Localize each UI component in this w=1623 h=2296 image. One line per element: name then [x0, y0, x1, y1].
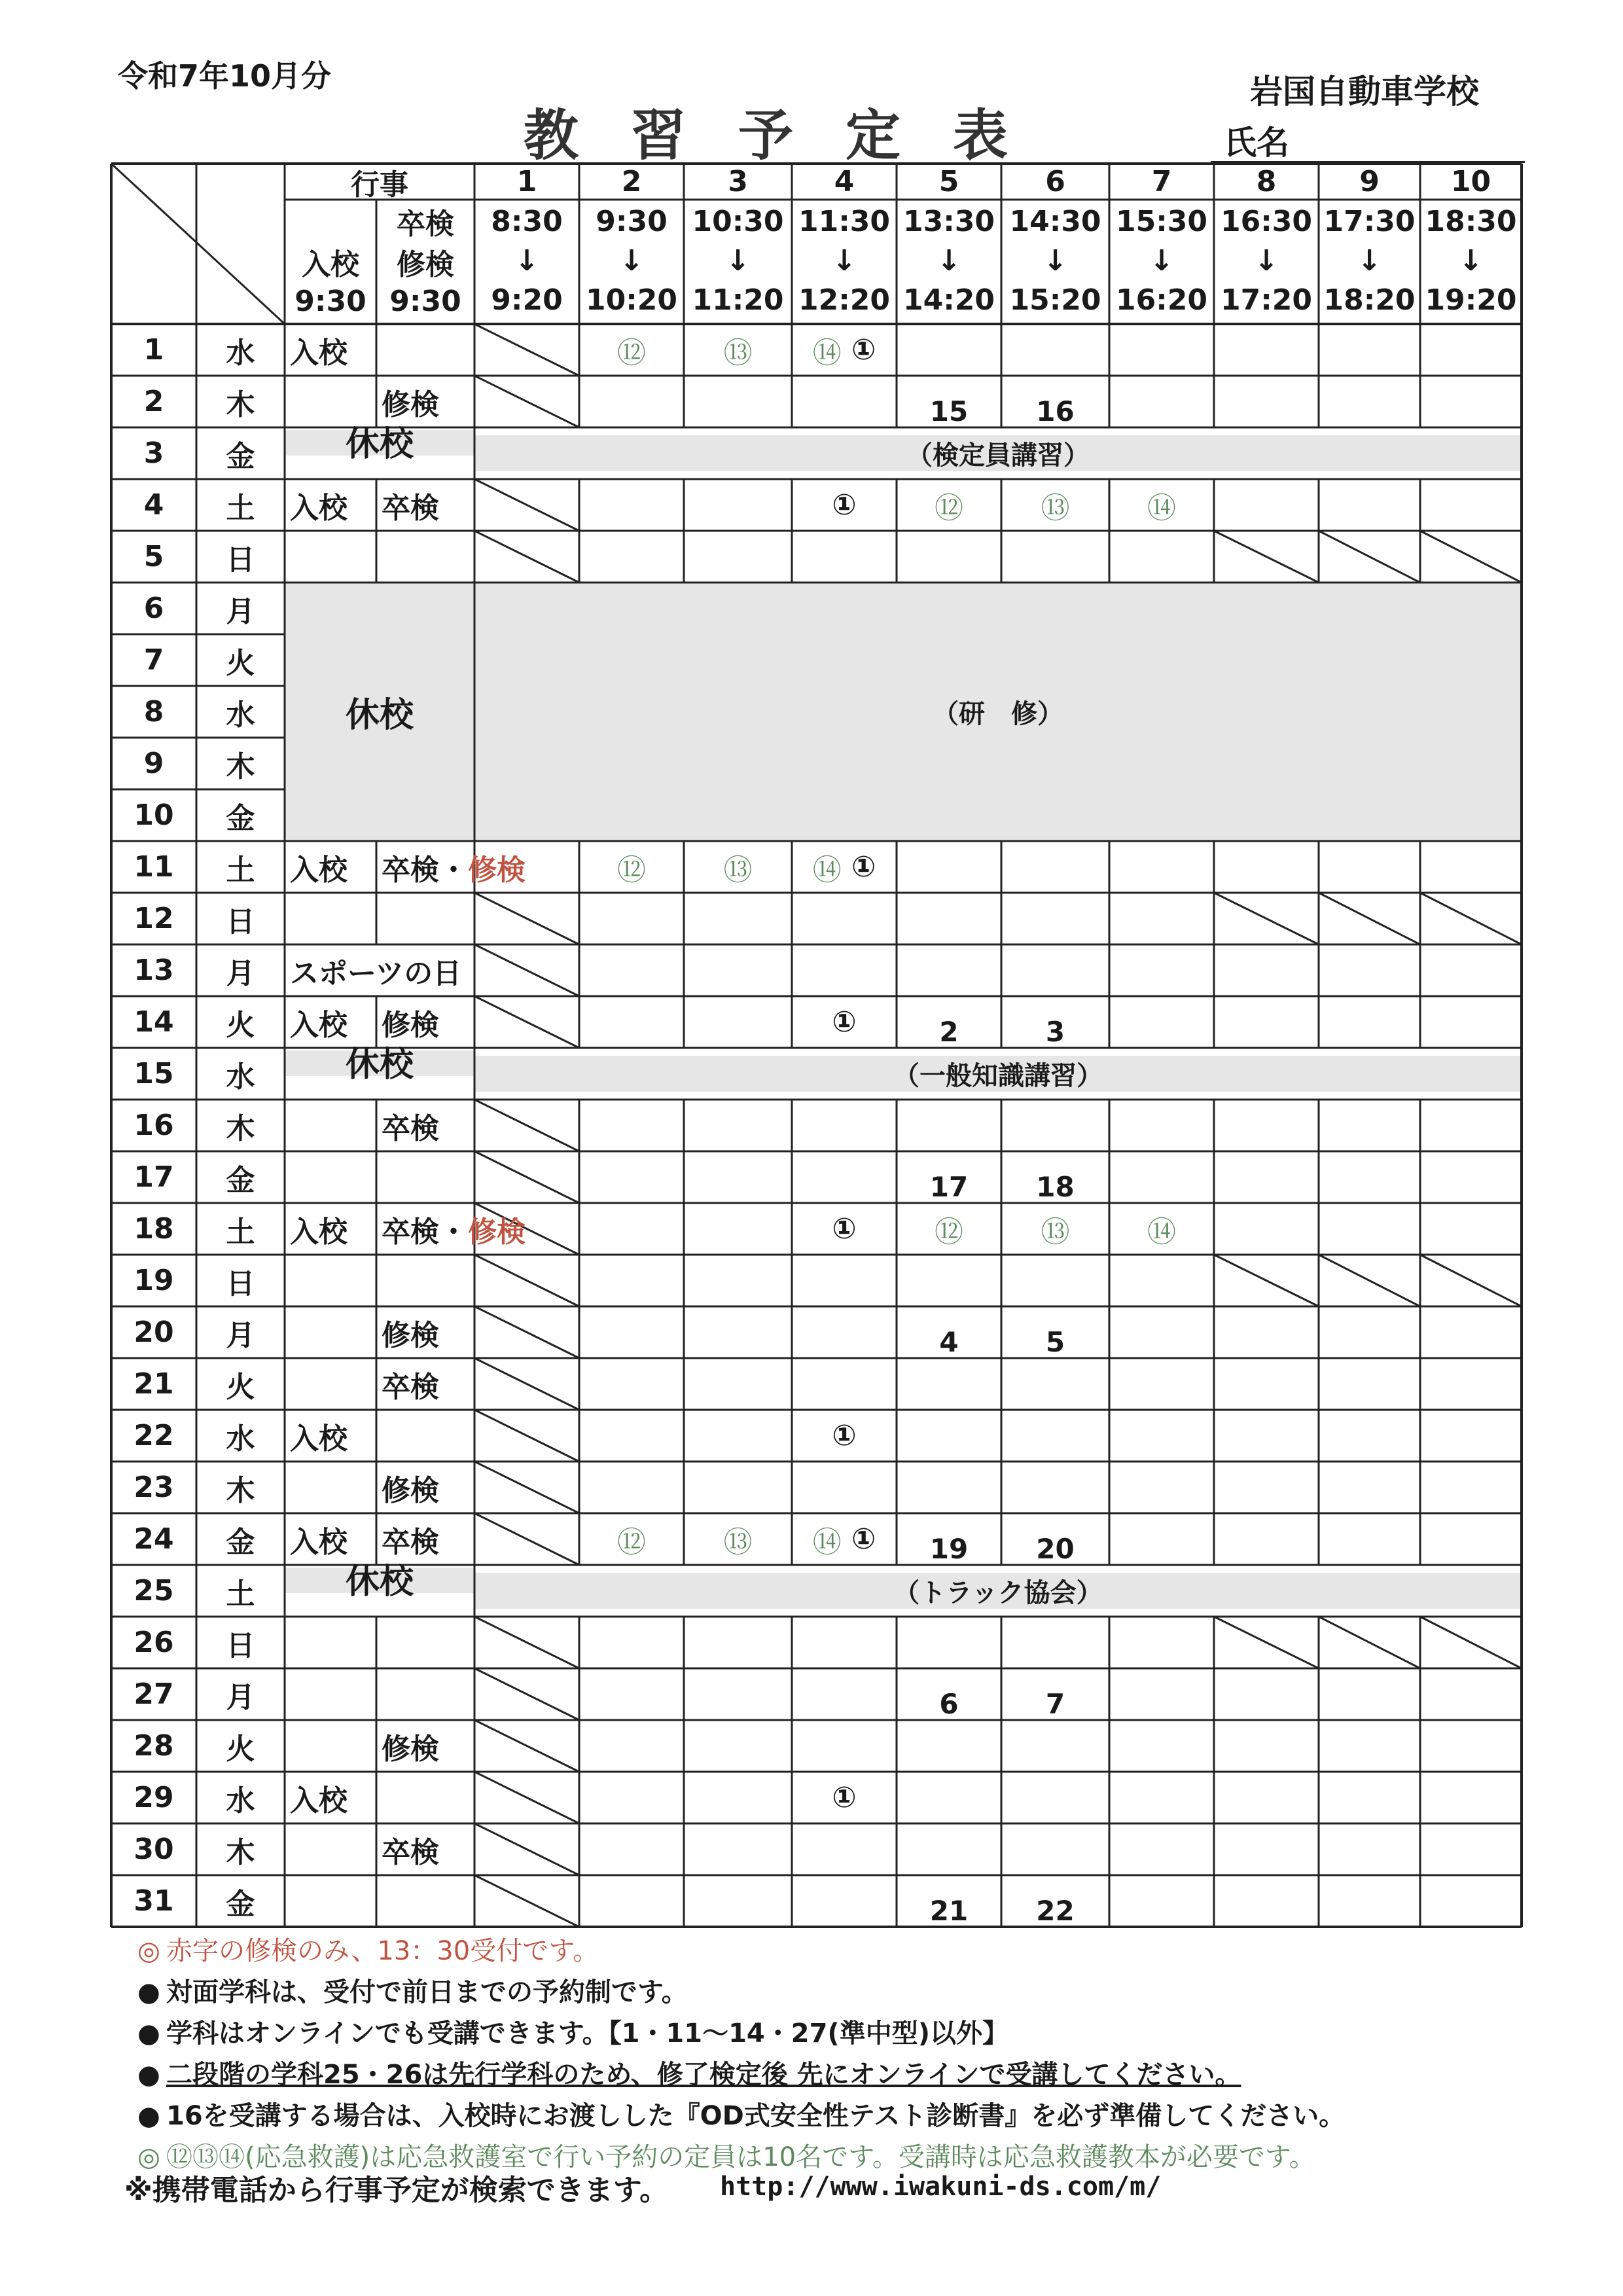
note-text: 16を受講する場合は、入校時にお渡しした『OD式安全性テスト診断書』を必ず準備してください。: [166, 2101, 1346, 2131]
admission-event: 入校: [290, 336, 348, 370]
lesson-mark: [792, 324, 897, 376]
arrow-down-icon: ↓: [832, 243, 857, 278]
lesson-mark: ①: [832, 1212, 857, 1246]
lesson-mark: 17: [929, 1171, 969, 1203]
exam-time: 9:30: [389, 284, 461, 318]
exam-event: 卒検・ 修検: [376, 1203, 480, 1255]
lesson-mark: [792, 1513, 897, 1565]
band-label: （検定員講習）: [906, 440, 1090, 471]
arrow-down-icon: ↓: [514, 243, 539, 278]
completion-exam-red: 修検: [468, 1215, 526, 1249]
slash-mark: [1319, 1617, 1420, 1668]
note-item: [137, 2096, 1345, 2137]
slash-mark: [474, 1306, 579, 1358]
slash-mark: [474, 324, 579, 376]
day-number: 22: [134, 1419, 174, 1452]
lesson-mark: ⑬: [723, 336, 753, 370]
lesson-mark: 15: [929, 395, 969, 427]
training-closed-label: 休校: [345, 696, 414, 735]
weekday: 金: [226, 1525, 255, 1559]
exam-event: 卒検: [382, 1835, 439, 1869]
arrow-down-icon: ↓: [619, 243, 644, 278]
admission-event: 入校: [290, 1525, 348, 1559]
slash-mark: [474, 1462, 579, 1513]
day-number: 24: [134, 1522, 174, 1556]
weekday: 水: [226, 698, 255, 732]
lesson-one: ①: [841, 850, 876, 884]
slash-mark: [474, 376, 579, 427]
day-number: 16: [134, 1109, 174, 1142]
lesson-mark: ⑭: [1147, 491, 1176, 525]
day-number: 12: [134, 902, 174, 935]
school-name: 岩国自動車学校: [1250, 73, 1479, 111]
period-end: 12:20: [798, 283, 891, 317]
lesson-mark: 7: [1045, 1688, 1065, 1720]
weekday: 木: [226, 1473, 255, 1507]
period-start: 10:30: [692, 204, 784, 238]
arrow-down-icon: ↓: [1043, 243, 1067, 278]
lesson-mark: 3: [1045, 1016, 1065, 1048]
lesson-mark: 20: [1036, 1533, 1075, 1565]
weekday: 火: [226, 1732, 255, 1766]
lesson-one: ①: [841, 333, 876, 367]
period-number: 10: [1450, 165, 1491, 198]
day-number: 20: [134, 1316, 174, 1349]
exam-event: 卒検: [382, 1370, 439, 1404]
day-number: 29: [134, 1781, 174, 1814]
lesson-mark: 22: [1036, 1895, 1075, 1927]
day-number: 13: [134, 954, 174, 987]
admission-header: 入校: [302, 248, 359, 281]
name-label: 氏名: [1224, 124, 1289, 162]
lesson-mark: 19: [929, 1533, 969, 1565]
exam-event: 修検: [382, 1473, 439, 1507]
weekday: 月: [226, 594, 255, 628]
lesson-mark: ⑫: [617, 336, 646, 370]
weekday: 木: [226, 1111, 255, 1145]
day-number: 30: [134, 1833, 174, 1866]
day-number: 18: [134, 1212, 174, 1246]
lesson-mark: ⑬: [1041, 1215, 1070, 1249]
note-text: 赤字の修検のみ、13：30受付です。: [166, 1936, 599, 1966]
weekday: 土: [226, 491, 255, 525]
slash-mark: [1319, 1255, 1420, 1306]
slash-mark: [474, 1720, 579, 1772]
day-number: 25: [134, 1574, 174, 1607]
arrow-down-icon: ↓: [726, 243, 750, 278]
first-aid-lesson: ⑭: [812, 336, 842, 370]
period-number: 3: [728, 165, 748, 198]
day-number: 9: [143, 747, 164, 780]
weekday: 日: [226, 1628, 255, 1662]
admission-event: 入校: [290, 1784, 348, 1818]
slash-mark: [474, 479, 579, 531]
event-header-label: 行事: [351, 168, 408, 202]
period-start: 17:30: [1323, 204, 1416, 238]
closed-label: 休校: [345, 1562, 414, 1602]
slash-mark: [474, 1513, 579, 1565]
day-number: 21: [134, 1367, 174, 1401]
period-end: 9:20: [491, 283, 563, 317]
period-number: 5: [938, 165, 959, 198]
admission-event: 入校: [290, 491, 348, 525]
weekday: 日: [226, 543, 255, 577]
lesson-mark: [792, 841, 897, 893]
slash-mark: [1420, 1617, 1522, 1668]
notes-list: [137, 1931, 1345, 2178]
day-number: 3: [143, 437, 164, 470]
bullet-icon: ◎: [137, 2142, 160, 2172]
slash-mark: [1319, 531, 1420, 583]
day-number: 4: [143, 488, 164, 522]
lesson-mark: ⑫: [617, 853, 646, 887]
weekday: 木: [226, 749, 255, 783]
period-start: 8:30: [491, 204, 563, 238]
weekday: 月: [226, 956, 255, 990]
period-start: 9:30: [596, 204, 668, 238]
weekday: 水: [226, 1784, 255, 1818]
lesson-mark: ⑫: [935, 1215, 963, 1249]
admission-event: 入校: [290, 1422, 348, 1456]
period-start: 14:30: [1009, 204, 1101, 238]
slash-mark: [474, 1617, 579, 1668]
slash-mark: [474, 1151, 579, 1203]
bullet-icon: ●: [137, 2101, 160, 2131]
day-number: 23: [134, 1471, 174, 1504]
period-number: 2: [621, 165, 642, 198]
day-number: 7: [143, 643, 164, 677]
weekday: 金: [226, 439, 255, 473]
note-text: 学科はオンラインでも受講できます。【1・11～14・27(準中型)以外】: [166, 2018, 1008, 2049]
lesson-mark: 21: [929, 1895, 969, 1927]
weekday: 木: [226, 387, 255, 422]
weekday: 火: [226, 1370, 255, 1404]
band-label: （トラック協会）: [893, 1578, 1103, 1608]
exam-event: 卒検: [382, 1111, 439, 1145]
slash-mark: [474, 1358, 579, 1410]
lesson-mark: ⑫: [617, 1525, 646, 1559]
arrow-down-icon: ↓: [1459, 243, 1483, 278]
lesson-mark: 5: [1045, 1326, 1065, 1358]
slash-mark: [1420, 531, 1522, 583]
lesson-mark: 4: [939, 1326, 959, 1358]
bullet-icon: ●: [137, 2018, 160, 2049]
lesson-mark: 6: [939, 1688, 959, 1720]
note-text: ⑫⑬⑭(応急救護)は応急救護室で行い予約の定員は10名です。受講時は応急救護教本が必要です。: [166, 2142, 1315, 2172]
mobile-note: ※携帯電話から行事予定が検索できます。: [124, 2174, 669, 2207]
exam-event: 修検: [382, 1732, 439, 1766]
slash-mark: [474, 944, 579, 996]
training-label: （研 修）: [933, 699, 1063, 729]
weekday: 月: [226, 1318, 255, 1352]
page-title: 教習予定表: [524, 103, 1061, 168]
note-item: [137, 2054, 1345, 2096]
admission-event: 入校: [290, 1215, 348, 1249]
weekday: 水: [226, 1422, 255, 1456]
exam-event: 修検: [382, 1318, 439, 1352]
slash-mark: [474, 1823, 579, 1875]
weekday: 火: [226, 1008, 255, 1042]
arrow-down-icon: ↓: [1357, 243, 1382, 278]
completion-exam-red: 修検: [468, 853, 526, 887]
era-month: 令和7年10月分: [118, 58, 332, 94]
closed-label: 休校: [345, 425, 414, 464]
slash-mark: [1319, 893, 1420, 944]
lesson-mark: ①: [832, 1005, 857, 1039]
lesson-mark: 18: [1036, 1171, 1075, 1203]
period-start: 16:30: [1220, 204, 1313, 238]
weekday: 水: [226, 1060, 255, 1094]
period-end: 17:20: [1220, 283, 1313, 317]
weekday: 金: [226, 1887, 255, 1921]
slash-mark: [474, 1668, 579, 1720]
exam-event: 修検: [382, 1008, 439, 1042]
weekday: 土: [226, 853, 255, 887]
header-diagonal: [111, 164, 285, 324]
note-text: 二段階の学科25・26は先行学科のため、修了検定後 先にオンラインで受講してください。: [166, 2060, 1241, 2090]
slash-mark: [1420, 1255, 1522, 1306]
period-end: 19:20: [1425, 283, 1517, 317]
lesson-mark: 2: [939, 1016, 959, 1048]
bullet-icon: ◎: [137, 1936, 160, 1966]
exam-event: 修検: [382, 387, 439, 422]
band-label: （一般知識講習）: [893, 1061, 1103, 1091]
arrow-down-icon: ↓: [1254, 243, 1279, 278]
site-url[interactable]: http://www.iwakuni-ds.com/m/: [720, 2172, 1162, 2202]
note-item: [137, 1972, 1345, 2013]
exam-event: 卒検: [382, 491, 439, 525]
slash-mark: [474, 996, 579, 1048]
day-number: 8: [143, 695, 164, 728]
day-number: 2: [143, 385, 164, 418]
arrow-down-icon: ↓: [1149, 243, 1174, 278]
slash-mark: [474, 531, 579, 583]
bullet-icon: ●: [137, 2060, 160, 2090]
period-end: 16:20: [1115, 283, 1208, 317]
weekday: 土: [226, 1215, 255, 1249]
graduation-exam-header: 卒検: [397, 207, 454, 241]
day-number: 27: [134, 1677, 174, 1711]
slash-mark: [474, 1255, 579, 1306]
day-number: 31: [134, 1884, 174, 1918]
day-number: 28: [134, 1729, 174, 1763]
exam-event: 卒検・ 修検: [376, 841, 480, 893]
weekday: 日: [226, 1266, 255, 1300]
slash-mark: [1214, 1617, 1319, 1668]
weekday: 木: [226, 1835, 255, 1869]
slash-mark: [1214, 1255, 1319, 1306]
admission-time: 9:30: [294, 284, 366, 318]
lesson-mark: ①: [832, 1781, 857, 1814]
lesson-mark: ①: [832, 1419, 857, 1452]
period-end: 14:20: [902, 283, 995, 317]
note-text: 対面学科は、受付で前日までの予約制です。: [166, 1977, 688, 2007]
note-item: [137, 1931, 1345, 1972]
lesson-mark: 16: [1036, 395, 1075, 427]
exam-event: 卒検: [382, 1525, 439, 1559]
period-end: 18:20: [1323, 283, 1416, 317]
period-start: 18:30: [1425, 204, 1517, 238]
day-number: 1: [143, 333, 164, 367]
first-aid-lesson: ⑭: [812, 853, 842, 887]
period-number: 7: [1151, 165, 1172, 198]
lesson-mark: ⑬: [723, 1525, 753, 1559]
period-start: 15:30: [1115, 204, 1208, 238]
day-number: 15: [134, 1057, 174, 1090]
period-end: 11:20: [692, 283, 784, 317]
slash-mark: [1214, 531, 1319, 583]
period-start: 11:30: [798, 204, 891, 238]
lesson-mark: ⑭: [1147, 1215, 1176, 1249]
first-aid-lesson: ⑭: [812, 1525, 842, 1559]
admission-event: 入校: [290, 853, 348, 887]
day-number: 10: [134, 798, 174, 832]
weekday: 金: [226, 1163, 255, 1197]
lesson-mark: ⑬: [723, 853, 753, 887]
period-number: 6: [1045, 165, 1065, 198]
day-number: 11: [134, 850, 174, 884]
lesson-mark: ⑬: [1041, 491, 1070, 525]
weekday: 水: [226, 336, 255, 370]
period-number: 9: [1359, 165, 1380, 198]
weekday: 金: [226, 801, 255, 835]
weekday: 月: [226, 1680, 255, 1714]
day-number: 19: [134, 1264, 174, 1297]
period-number: 4: [834, 165, 855, 198]
slash-mark: [474, 1100, 579, 1151]
closed-label: 休校: [345, 1045, 414, 1085]
lesson-mark: ①: [832, 488, 857, 522]
weekday: 土: [226, 1577, 255, 1611]
note-item: [137, 2013, 1345, 2054]
slash-mark: [474, 1772, 579, 1823]
holiday-name: スポーツの日: [290, 956, 462, 990]
day-number: 14: [134, 1005, 174, 1039]
completion-exam-header: 修検: [397, 248, 454, 281]
day-number: 5: [143, 540, 164, 573]
lesson-one: ①: [841, 1522, 876, 1556]
slash-mark: [1214, 893, 1319, 944]
day-number: 17: [134, 1160, 174, 1194]
admission-event: 入校: [290, 1008, 348, 1042]
period-end: 10:20: [585, 283, 678, 317]
slash-mark: [474, 1875, 579, 1927]
slash-mark: [1420, 893, 1522, 944]
day-number: 26: [134, 1626, 174, 1659]
arrow-down-icon: ↓: [936, 243, 961, 278]
period-start: 13:30: [902, 204, 995, 238]
period-end: 15:20: [1009, 283, 1101, 317]
weekday: 日: [226, 905, 255, 939]
period-number: 1: [516, 165, 537, 198]
weekday: 火: [226, 646, 255, 680]
slash-mark: [474, 893, 579, 944]
lesson-mark: ⑫: [935, 491, 963, 525]
day-number: 6: [143, 592, 164, 625]
slash-mark: [474, 1410, 579, 1462]
bullet-icon: ●: [137, 1977, 160, 2007]
period-number: 8: [1256, 165, 1277, 198]
